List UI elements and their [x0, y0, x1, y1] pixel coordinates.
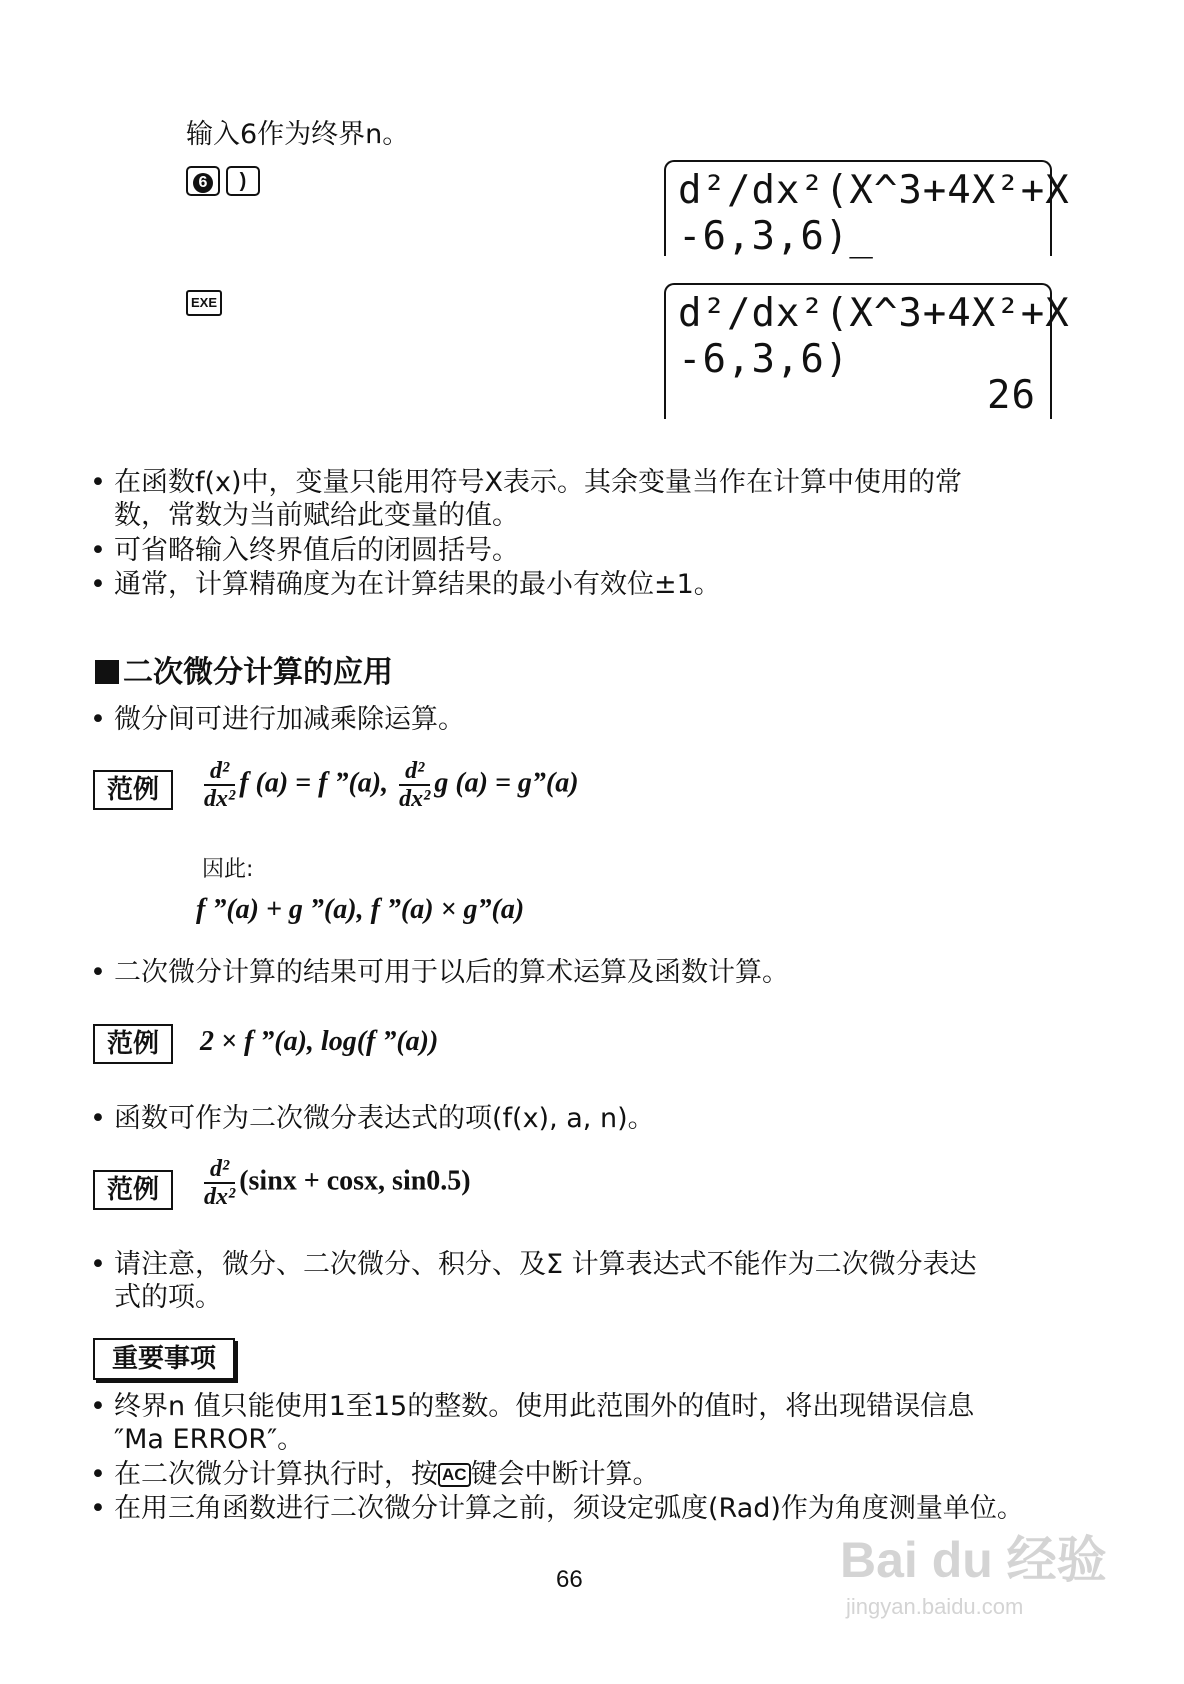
screen-2-result: 26 [987, 373, 1036, 418]
frac-denominator: dx² [204, 1184, 236, 1210]
example-1-formula-a: f (a) = f ”(a), [239, 767, 389, 799]
bullet-dot: • [90, 1493, 106, 1524]
screen-1-line-2: -6,3,6)_ [678, 214, 874, 259]
note-1-line-2: 数，常数为当前赋给此变量的值。 [114, 500, 519, 531]
derivative-fraction [204, 1156, 235, 1210]
important-2-pre: 在二次微分计算执行时，按 [114, 1459, 438, 1490]
bullet-dot: • [90, 1459, 106, 1490]
key-close-paren-icon [226, 166, 260, 196]
bullet-dot: • [90, 1391, 106, 1422]
key-close-paren-label: ) [239, 170, 247, 192]
example-1-result-text: f ”(a) + g ”(a), f ”(a) × g”(a) [196, 894, 525, 925]
note-2-text: 可省略输入终界值后的闭圆括号。 [114, 535, 519, 566]
bullet-dot: • [90, 1103, 106, 1134]
calculator-screen-2 [664, 283, 1070, 419]
key-exe-label: EXE [190, 295, 217, 310]
page-number: 66 [556, 1566, 583, 1593]
section-title: 二次微分计算的应用 [123, 655, 393, 690]
frac-numerator: d² [204, 1156, 235, 1184]
example-1-formula-b: g (a) = g”(a) [434, 767, 579, 799]
bullet-dot: • [90, 535, 106, 566]
important-1-line-2: ″Ma ERROR″。 [114, 1424, 305, 1455]
example-3-formula-text: (sinx + cosx, sin0.5) [239, 1165, 471, 1197]
bullet-dot: • [90, 467, 106, 498]
square-bullet-icon [95, 660, 119, 684]
frac-numerator: d² [204, 758, 235, 786]
note-3-text: 通常，计算精确度为在计算结果的最小有效位±1。 [114, 569, 721, 600]
example-3-formula [200, 1156, 471, 1210]
frac-denominator: dx² [399, 786, 431, 812]
example-label-1: 范例 [93, 770, 173, 810]
important-label: 重要事项 [93, 1338, 235, 1380]
example-label-3: 范例 [93, 1170, 173, 1210]
example-label-2: 范例 [93, 1024, 173, 1064]
section-heading [95, 653, 393, 693]
baidu-watermark-logo: Bai du 经验 [840, 1532, 1107, 1588]
section-bullet-4-line-1: 请注意，微分、二次微分、积分、及Σ 计算表达式不能作为二次微分表达 [114, 1249, 977, 1280]
example-2-formula-text: 2 × f ”(a), log(f ”(a)) [200, 1026, 439, 1057]
bullet-dot: • [90, 1249, 106, 1280]
bullet-dot: • [90, 704, 106, 735]
frac-denominator: dx² [204, 786, 236, 812]
step-instruction: 输入6作为终界n。 [186, 119, 410, 150]
derivative-fraction [204, 758, 235, 812]
derivative-fraction [399, 758, 430, 812]
important-1-line-1: 终界n 值只能使用1至15的整数。使用此范围外的值时，将出现错误信息 [114, 1391, 975, 1422]
example-1-result [196, 894, 524, 926]
bullet-dot: • [90, 569, 106, 600]
example-2-formula [200, 1026, 438, 1058]
important-3-text: 在用三角函数进行二次微分计算之前，须设定弧度(Rad)作为角度测量单位。 [114, 1493, 1024, 1524]
note-1-line-1: 在函数f(x)中，变量只能用符号X表示。其余变量当作在计算中使用的常 [114, 467, 963, 498]
ac-key-icon: AC [438, 1463, 471, 1487]
section-bullet-3-text: 函数可作为二次微分表达式的项(f(x), a, n)。 [114, 1103, 655, 1134]
baidu-watermark-url: jingyan.baidu.com [846, 1594, 1024, 1619]
frac-numerator: d² [399, 758, 430, 786]
screen-1-line-1: d²/dx²(X^3+4X²+X [678, 168, 1070, 213]
key-6-icon [186, 166, 220, 196]
important-2-post: 键会中断计算。 [470, 1459, 660, 1490]
section-bullet-2-text: 二次微分计算的结果可用于以后的算术运算及函数计算。 [114, 957, 789, 988]
key-exe-icon [186, 290, 222, 316]
section-bullet-1-text: 微分间可进行加减乘除运算。 [114, 704, 465, 735]
therefore-label: 因此: [202, 857, 254, 882]
screen-2-line-1: d²/dx²(X^3+4X²+X [678, 291, 1070, 336]
screen-2-line-2: -6,3,6) [678, 337, 850, 382]
bullet-dot: • [90, 957, 106, 988]
important-2-line [114, 1458, 1074, 1491]
key-6-label: 6 [193, 173, 213, 193]
section-bullet-4-line-2: 式的项。 [114, 1282, 222, 1313]
calculator-screen-1 [664, 160, 1070, 259]
example-1-formula [200, 758, 579, 812]
